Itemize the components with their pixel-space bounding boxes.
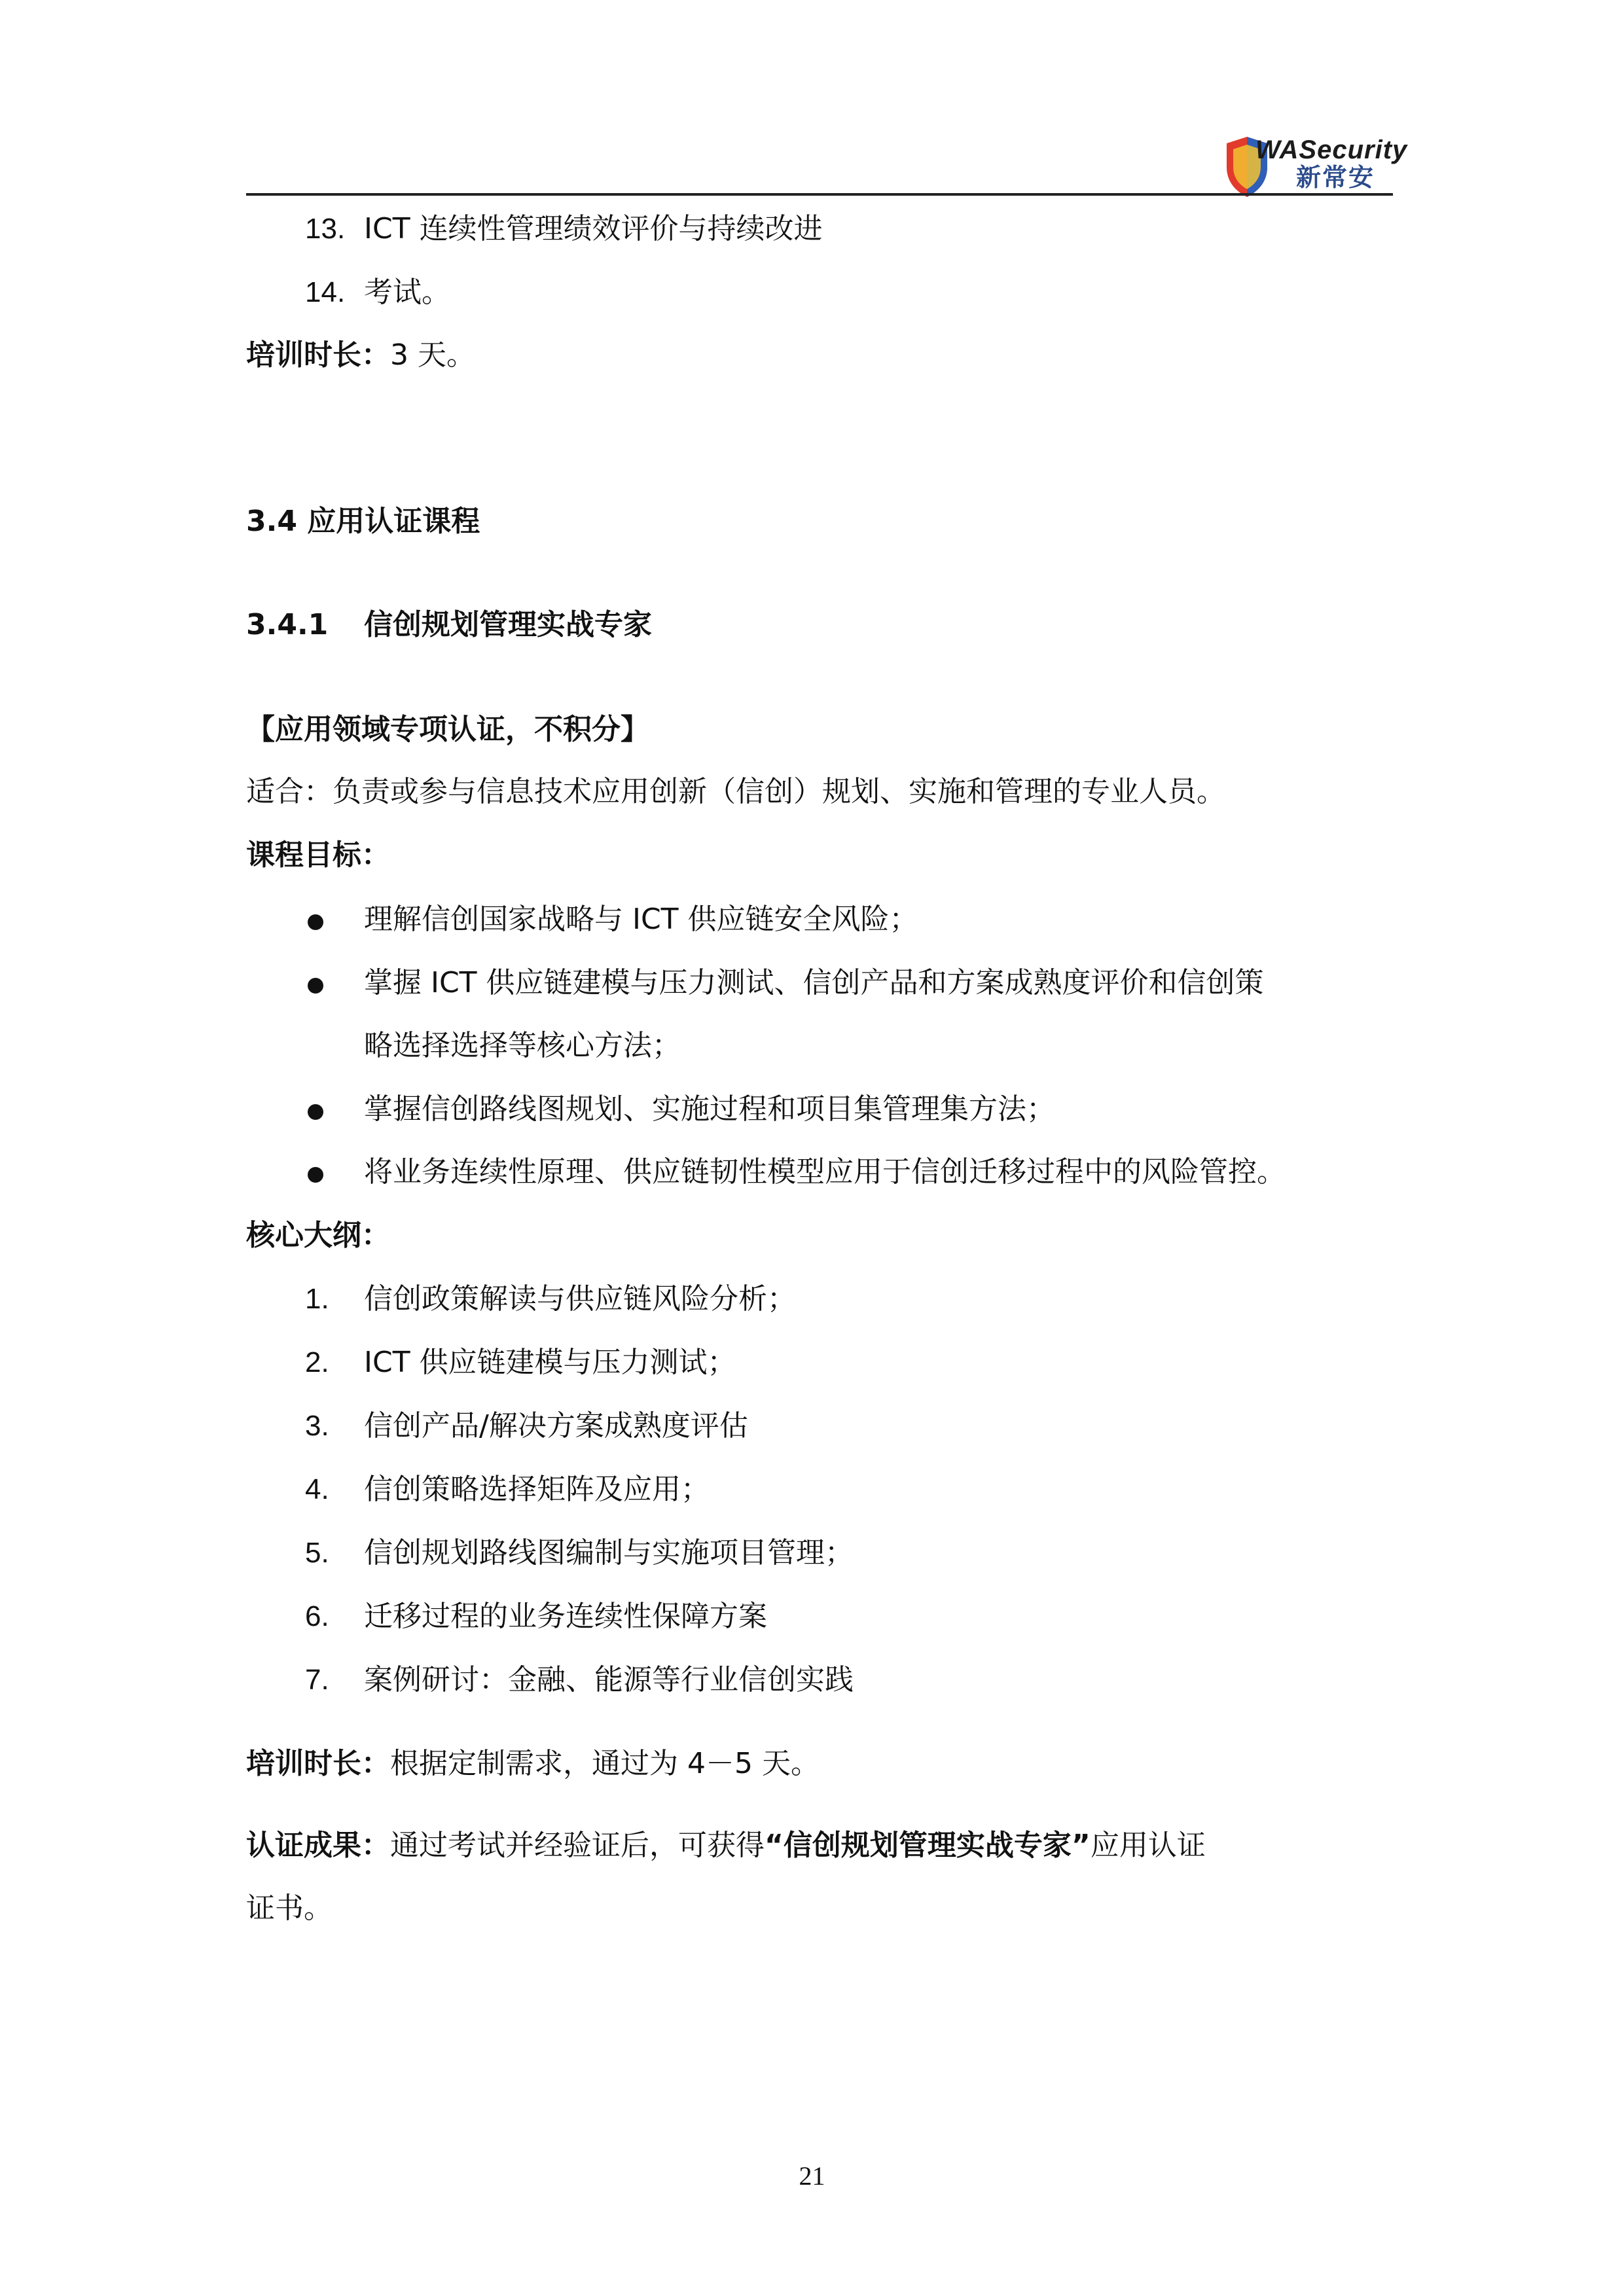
duration-value: 3 天。 — [390, 338, 475, 372]
duration-value: 根据定制需求，通过为 4－5 天。 — [390, 1747, 820, 1780]
bullet-icon — [308, 1167, 323, 1183]
certification-tag: 【应用领域专项认证，不积分】 — [246, 713, 649, 746]
outline-item — [305, 1343, 736, 1382]
outline-item — [305, 1597, 767, 1636]
duration-label: 培训时长： — [246, 338, 390, 372]
result-text-pre: 通过考试并经验证后，可获得 — [390, 1829, 765, 1862]
outline-item-number: 7. — [305, 1664, 329, 1696]
outline-item-text: 信创产品/解决方案成熟度评估 — [364, 1409, 748, 1443]
logo-text-en: WASecurity — [1255, 135, 1408, 164]
company-logo — [1224, 134, 1414, 200]
outline-item — [305, 1280, 796, 1319]
bullet-icon — [308, 978, 323, 994]
outline-item-number: 2. — [305, 1346, 329, 1378]
objective-item: 掌握 ICT 供应链建模与压力测试、信创产品和方案成熟度评价和信创策 — [364, 966, 1264, 999]
audience-label: 适合： — [246, 775, 333, 808]
outline-item-number: 6. — [305, 1600, 329, 1632]
outline-item-text: ICT 供应链建模与压力测试； — [364, 1346, 736, 1379]
objective-item: 理解信创国家战略与 ICT 供应链安全风险； — [364, 903, 918, 936]
result-line-2: 证书。 — [246, 1892, 333, 1925]
header-rule — [246, 193, 1393, 196]
result-text-post: 应用认证 — [1090, 1829, 1206, 1862]
subsection-number: 3.4.1 — [246, 608, 329, 641]
duration-label: 培训时长： — [246, 1747, 390, 1780]
outline-item-text: 信创规划路线图编制与实施项目管理； — [364, 1536, 854, 1570]
outline-item — [305, 1660, 854, 1700]
outline-item-number: 3. — [305, 1410, 329, 1442]
audience-line — [246, 772, 1225, 812]
outline-item — [305, 1470, 710, 1509]
list-item — [305, 273, 450, 312]
outline-item-text: 迁移过程的业务连续性保障方案 — [364, 1600, 767, 1633]
duration-line — [246, 1744, 820, 1784]
outline-item-number: 5. — [305, 1537, 329, 1569]
bullet-icon — [308, 914, 323, 930]
result-label: 认证成果： — [246, 1829, 390, 1862]
outline-item-number: 1. — [305, 1283, 329, 1315]
outline-item — [305, 1534, 854, 1573]
bullet-icon — [308, 1104, 323, 1120]
list-item — [305, 209, 823, 249]
objectives-label: 课程目标： — [246, 838, 390, 872]
objective-item: 掌握信创路线图规划、实施过程和项目集管理集方法； — [364, 1092, 1055, 1126]
page-number: 21 — [799, 2161, 825, 2191]
duration-line-top — [246, 336, 475, 375]
list-item-number: 14. — [305, 276, 346, 308]
outline-item-text: 信创策略选择矩阵及应用； — [364, 1473, 710, 1506]
outline-item-number: 4. — [305, 1473, 329, 1505]
list-item-text: 考试。 — [364, 276, 450, 309]
objective-item: 将业务连续性原理、供应链韧性模型应用于信创迁移过程中的风险管控。 — [364, 1155, 1286, 1189]
objective-item-continued: 略选择选择等核心方法； — [364, 1029, 681, 1062]
list-item-text: ICT 连续性管理绩效评价与持续改进 — [364, 212, 823, 245]
logo-text-cn: 新常安 — [1296, 163, 1375, 192]
outline-item-text: 案例研讨：金融、能源等行业信创实践 — [364, 1663, 854, 1696]
outline-label: 核心大纲： — [246, 1219, 390, 1252]
audience-text: 负责或参与信息技术应用创新（信创）规划、实施和管理的专业人员。 — [333, 775, 1225, 808]
list-item-number: 13. — [305, 213, 346, 245]
outline-item — [305, 1407, 748, 1446]
section-heading: 3.4 应用认证课程 — [246, 505, 480, 538]
subsection-title: 信创规划管理实战专家 — [364, 608, 652, 641]
subsection-heading — [246, 605, 652, 645]
result-certificate-name: “信创规划管理实战专家” — [765, 1829, 1091, 1862]
outline-item-text: 信创政策解读与供应链风险分析； — [364, 1282, 796, 1316]
result-line-1 — [246, 1826, 1206, 1865]
